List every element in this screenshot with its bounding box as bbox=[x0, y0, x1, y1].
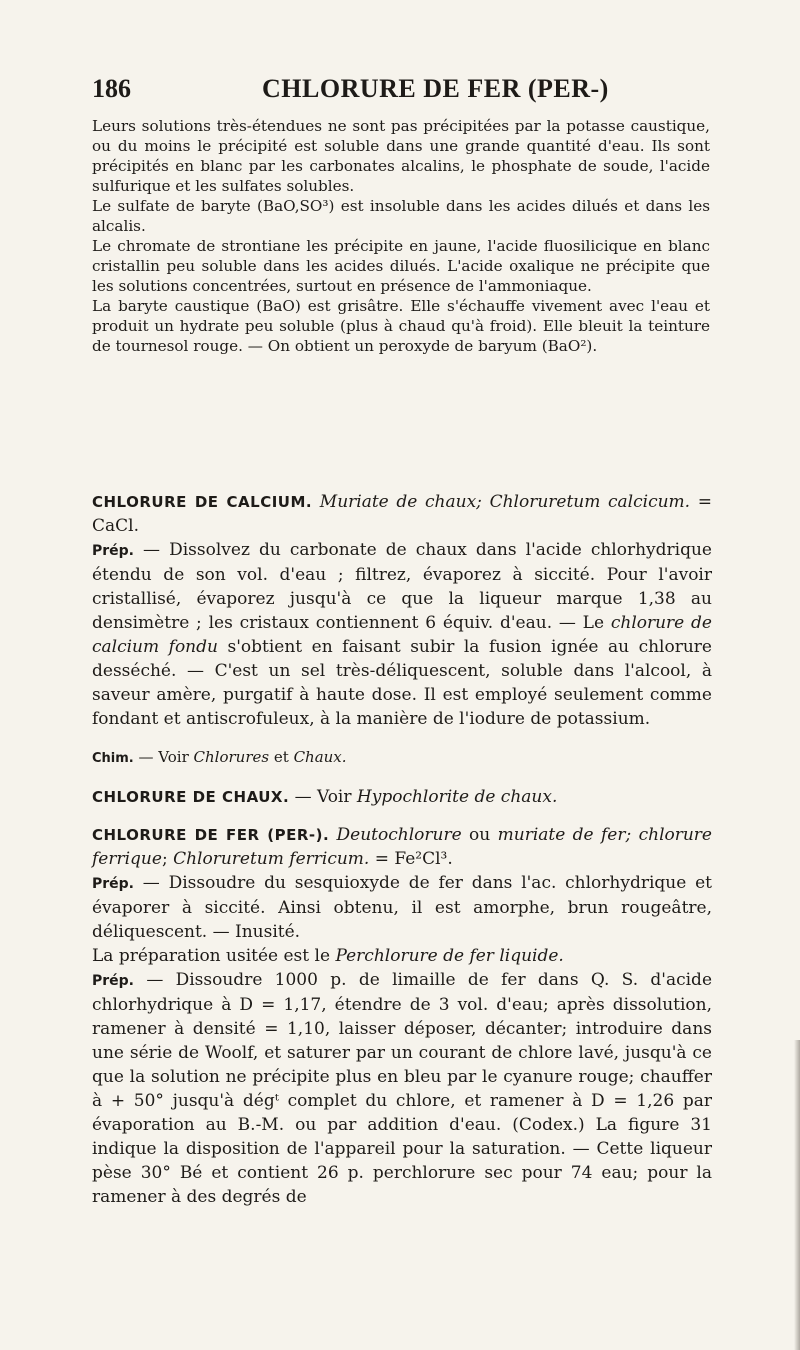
spacer bbox=[92, 771, 712, 785]
perchlorure-name: Perchlorure de fer liquide. bbox=[335, 946, 564, 966]
chim-et: et bbox=[273, 748, 289, 766]
calcium-preparation bbox=[92, 538, 712, 731]
chaux-heading: CHLORURE DE CHAUX. bbox=[92, 788, 290, 806]
calcium-prep-label: Prép. bbox=[92, 543, 134, 559]
baryte-section bbox=[92, 116, 710, 356]
baryte-paragraph-2: Le sulfate de baryte (BaO,SO³) est insoluble dans les acides dilués et dans les alcalis. bbox=[92, 197, 710, 235]
baryte-paragraph-4: La baryte caustique (BaO) est grisâtre. Elle s'échauffe vivement avec l'eau et produit un hydrate peu soluble (plus à chaud qu'à froid). Elle bleuit la teinture de tournesol rouge. — On obtient un peroxyde de baryum (BaO²). bbox=[92, 297, 710, 355]
calcium-entry bbox=[92, 490, 712, 538]
fer-prep2-label: Prép. bbox=[92, 973, 134, 989]
calcium-synonyms: Muriate de chaux; Chloruretum calcicum. bbox=[319, 492, 691, 512]
spacer bbox=[92, 731, 712, 745]
calcium-heading: CHLORURE DE CALCIUM. bbox=[92, 493, 313, 511]
main-text bbox=[92, 490, 712, 1209]
fer-prep1-label: Prép. bbox=[92, 876, 134, 892]
chim-label: Chim. bbox=[92, 751, 134, 766]
fer-synonym-3: Chloruretum ferricum. bbox=[173, 849, 370, 869]
baryte-paragraph-1: Leurs solutions très-étendues ne sont pas précipitées par la potasse caustique, ou du moins le précipité est soluble dans une grande quantité d'eau. Ils sont précipités en blanc par les carbonates alcalins, le phosphate de soude, l'acide sulfurique et les sulfates solubles. bbox=[92, 117, 710, 195]
chim-ref-chlorures: Chlorures bbox=[193, 748, 270, 766]
page-header bbox=[92, 66, 712, 106]
calcium-prep-text: — Dissolvez du carbonate de chaux dans l'acide chlorhydrique étendu de son vol. d'eau ; filtrez, évaporez à siccité. Pour l'avoir cristallisé, évaporez jusqu'à ce que la liqueur marque 1,38 au densimètre ; les cristaux contiennent 6 équiv. d'eau. — Le bbox=[92, 540, 712, 633]
page-number: 186 bbox=[92, 74, 131, 103]
fer-heading: CHLORURE DE FER (PER-). bbox=[92, 826, 330, 844]
fer-prep2-text: — Dissoudre 1000 p. de limaille de fer dans Q. S. d'acide chlorhydrique à D = 1,17, étendre de 3 vol. d'eau; après dissolution, ramener à densité = 1,10, laisser déposer, décanter; introduire dans une série de Woolf, et saturer par un courant de chlore lavé, jusqu'à ce que la solution ne précipite plus en bleu par le cyanure rouge; chauffer à + 50° jusqu'à dégᵗ complet du chlore, et ramener à D = 1,26 par évaporation au B.-M. ou par addition d'eau. (Codex.) La figure 31 indique la disposition de l'appareil pour la saturation. — Cette liqueur pèse 30° Bé et contient 26 p. perchlorure sec pour 74 eau; pour la ramener à des degrés de bbox=[92, 970, 712, 1207]
calcium-formula: = CaCl. bbox=[92, 492, 712, 536]
fer-prep1-text: — Dissoudre du sesquioxyde de fer dans l'ac. chlorhydrique et évaporer à siccité. Ainsi obtenu, il est amorphe, brun rougeâtre, déliquescent. — Inusité. bbox=[92, 873, 712, 942]
fer-ou: ou bbox=[469, 825, 491, 845]
fer-formula: = Fe²Cl³. bbox=[374, 849, 453, 869]
page-edge-shadow bbox=[794, 1040, 800, 1350]
spacer bbox=[92, 809, 712, 823]
calcium-fondu: chlorure de calcium fondu bbox=[92, 613, 712, 657]
fer-synonym-1: Deutochlorure bbox=[336, 825, 462, 845]
calcium-prep-text-2: s'obtient en faisant subir la fusion ignée au chlorure desséché. — C'est un sel très-déliquescent, soluble dans l'alcool, à saveur amère, purgatif à haute dose. Il est employé seulement comme fondant et antiscrofuleux, à la manière de l'iodure de potassium. bbox=[92, 637, 712, 729]
chaux-entry bbox=[92, 785, 712, 809]
fer-synonym-2: muriate de fer; chlorure ferrique bbox=[92, 825, 712, 869]
perchlorure-intro bbox=[92, 944, 712, 968]
perchlorure-intro-text: La préparation usitée est le bbox=[92, 946, 331, 966]
fer-separator: ; bbox=[161, 849, 168, 869]
baryte-paragraph-3: Le chromate de strontiane les précipite en jaune, l'acide fluosilicique en blanc cristallin peu soluble dans les acides dilués. L'acide oxalique ne précipite que les solutions concentrées, surtout en présence de l'ammoniaque. bbox=[92, 237, 710, 295]
chaux-voir: — Voir bbox=[294, 787, 352, 807]
fer-preparation-1 bbox=[92, 871, 712, 944]
running-title: CHLORURE DE FER (PER-) bbox=[262, 74, 609, 103]
chim-ref-chaux: Chaux. bbox=[293, 748, 347, 766]
fer-preparation-2 bbox=[92, 968, 712, 1209]
chim-voir: — Voir bbox=[138, 748, 189, 766]
calcium-chimie-note bbox=[92, 745, 712, 771]
fer-entry bbox=[92, 823, 712, 871]
chaux-ref: Hypochlorite de chaux. bbox=[356, 787, 558, 807]
